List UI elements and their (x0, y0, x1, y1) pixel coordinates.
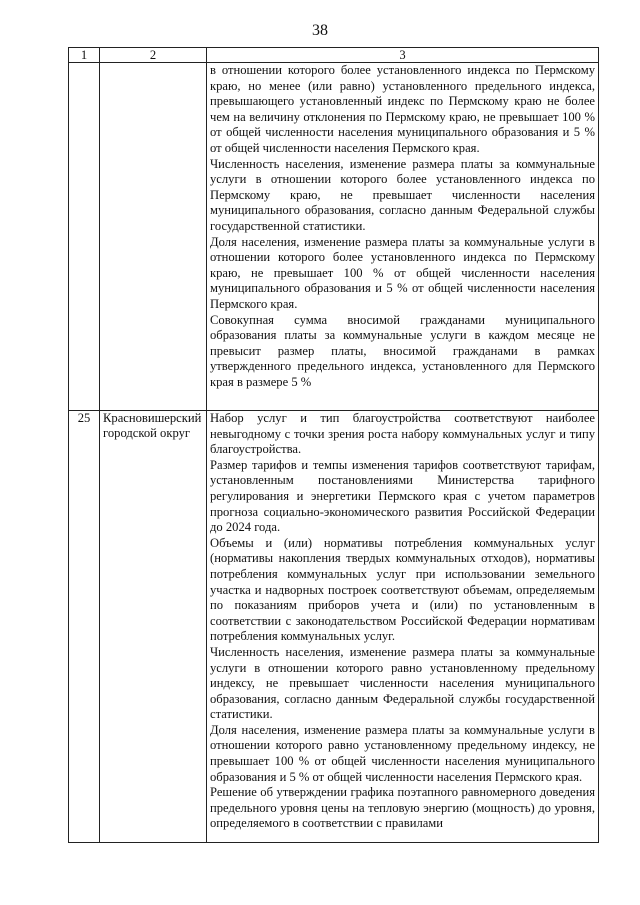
column-header-2: 2 (100, 48, 207, 63)
condition-paragraph: Размер тарифов и темпы изменения тарифов соответствуют тарифам, установленным постановлениями Министерства тарифного регулирования и энергетики Пермского края с учетом параметров прогноза социально-экономического развития Российской Федерации до 2024 года. (210, 457, 595, 535)
condition-paragraph: Совокупная сумма вносимой гражданами муниципального образования платы за коммунальные услуги в каждом месяце не превысит размер платы, вносимой гражданами в рамках утвержденного предельного индекса, установленного для Пермского края в размере 5 % (210, 312, 595, 389)
row-number: 25 (69, 411, 100, 843)
municipality-name: Красновишерский городской округ (100, 411, 207, 843)
condition-paragraph: Решение об утверждении графика поэтапного равномерного доведения предельного уровня цены на тепловую энергию (мощность) до уровня, определяемого в соответствии с правилами (210, 785, 595, 831)
column-header-3: 3 (207, 48, 599, 63)
condition-paragraph: в отношении которого более установленного индекса по Пермскому краю, но менее (или равно) установленного предельного индекса, превышающего установленный индекс по Пермскому краю не более чем на величину отклонения по Пермскому краю, не превышает 100 % от общей численности населения муниципального образования и 5 % от общей численности населения Пермского края. (210, 63, 595, 155)
table-row (69, 63, 599, 411)
condition-paragraph: Объемы и (или) нормативы потребления коммунальных услуг (нормативы накопления твердых коммунальных отходов), нормативы потребления коммунальных услуг при использовании земельного участка и надворных построек соответствуют объемам, определяемым по показаниям приборов учета и (или) по установленным в соответствии с законодательством Российской Федерации нормативам потребления коммунальных услуг. (210, 535, 595, 644)
page-number: 38 (312, 22, 328, 39)
table-header-row (69, 48, 599, 63)
municipality-name (100, 63, 207, 411)
conditions-cell (207, 411, 599, 843)
condition-paragraph: Доля населения, изменение размера платы за коммунальные услуги в отношении которого более установленного индекса по Пермскому краю, не превышает 100 % от общей численности населения муниципального образования и 5 % от общей численности населения Пермского края. (210, 234, 595, 311)
condition-paragraph: Численность населения, изменение размера платы за коммунальные услуги в отношении которого равно установленному предельному индексу, не превышает численности населения муниципального образования, согласно данным Федеральной службы государственной статистики. (210, 644, 595, 722)
conditions-cell (207, 63, 599, 411)
condition-paragraph: Доля населения, изменение размера платы за коммунальные услуги в отношении которого равно установленному предельному индексу, не превышает 100 % от общей численности населения муниципального образования и 5 % от общей численности населения Пермского края. (210, 722, 595, 784)
column-header-1: 1 (69, 48, 100, 63)
condition-paragraph: Набор услуг и тип благоустройства соответствуют наиболее невыгодному с точки зрения роста набору коммунальных услуг и типу благоустройства. (210, 411, 595, 457)
condition-paragraph: Численность населения, изменение размера платы за коммунальные услуги в отношении которого более установленного индекса по Пермскому краю, не превышает численности населения муниципального образования, согласно данным Федеральной службы государственной статистики. (210, 156, 595, 233)
data-table (68, 47, 599, 843)
table-row (69, 411, 599, 843)
row-number (69, 63, 100, 411)
